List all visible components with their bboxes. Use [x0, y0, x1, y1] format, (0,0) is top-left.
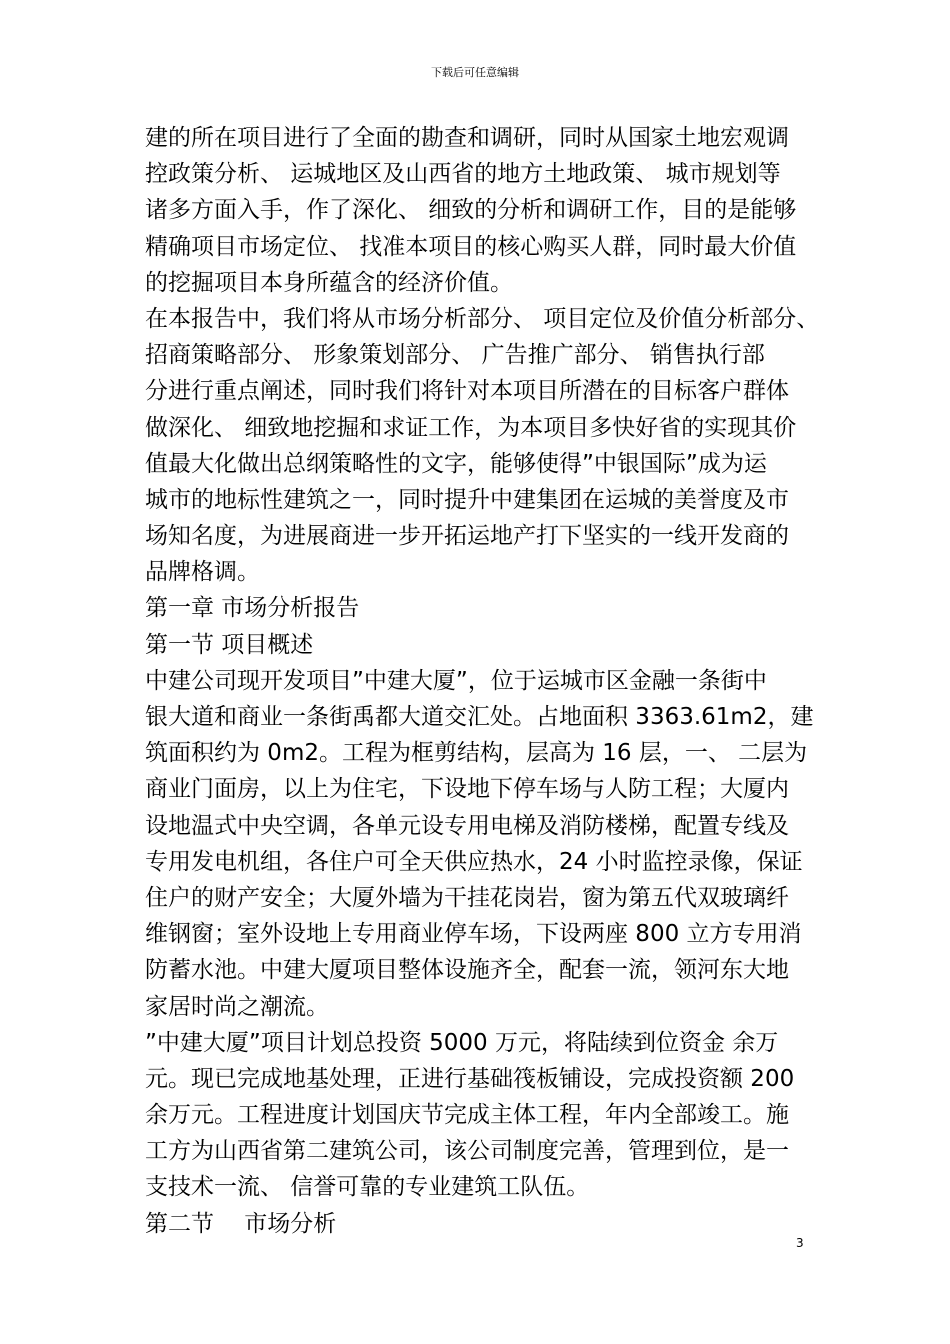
chapter-heading: 第一章 市场分析报告: [145, 595, 360, 622]
text-line: 品牌格调。: [145, 559, 260, 586]
text-line: 在本报告中，我们将从市场分析部分、 项目定位及价值分析部分、: [145, 305, 820, 332]
text-line: 值最大化做出总纲策略性的文字，能够使得”中银国际”成为运: [145, 450, 767, 477]
section-heading: 第二节 市场分析: [145, 1210, 337, 1237]
text-line: 筑面积约为 0m2。工程为框剪结构，层高为 16 层，一、 二层为: [145, 740, 808, 767]
text-line: 招商策略部分、 形象策划部分、 广告推广部分、 销售执行部: [145, 342, 765, 369]
text-line: 维钢窗；室外设地上专用商业停车场，下设两座 800 立方专用消: [145, 921, 802, 948]
text-line: 中建公司现开发项目”中建大厦”，位于运城市区金融一条街中: [145, 667, 767, 694]
text-line: 做深化、 细致地挖掘和求证工作，为本项目多快好省的实现其价: [145, 414, 797, 441]
text-line: 专用发电机组，各住户可全天供应热水，24 小时监控录像，保证: [145, 848, 803, 875]
text-line: 的挖掘项目本身所蕴含的经济价值。: [145, 269, 513, 296]
page-header: 下载后可任意编辑: [431, 66, 519, 79]
section-heading: 第一节 项目概述: [145, 631, 314, 658]
text-line: 元。现已完成地基处理，正进行基础筏板铺设，完成投资额 200: [145, 1065, 795, 1092]
text-line: 余万元。工程进度计划国庆节完成主体工程，年内全部竣工。施: [145, 1102, 789, 1129]
text-line: 支技术一流、 信誉可靠的专业建筑工队伍。: [145, 1174, 590, 1201]
text-line: 防蓄水池。中建大厦项目整体设施齐全，配套一流，领河东大地: [145, 957, 789, 984]
text-line: 住户的财产安全；大厦外墙为干挂花岗岩，窗为第五代双玻璃纤: [145, 884, 789, 911]
text-line: 诸多方面入手，作了深化、 细致的分析和调研工作，目的是能够: [145, 197, 797, 224]
page-number: 3: [796, 1236, 804, 1250]
text-line: 分进行重点阐述，同时我们将针对本项目所潜在的目标客户群体: [145, 378, 789, 405]
text-line: 场知名度，为进展商进一步开拓运地产打下坚实的一线开发商的: [145, 523, 789, 550]
text-line: 精确项目市场定位、 找准本项目的核心购买人群，同时最大价值: [145, 233, 797, 260]
text-line: 工方为山西省第二建筑公司，该公司制度完善，管理到位，是一: [145, 1138, 789, 1165]
text-line: 家居时尚之潮流。: [145, 993, 329, 1020]
text-line: 建的所在项目进行了全面的勘查和调研，同时从国家土地宏观调: [145, 125, 789, 151]
text-line: 设地温式中央空调，各单元设专用电梯及消防楼梯，配置专线及: [145, 812, 789, 839]
document-body: [145, 120, 845, 1242]
text-line: ”中建大厦”项目计划总投资 5000 万元，将陆续到位资金 余万: [145, 1029, 779, 1056]
text-line: 城市的地标性建筑之一，同时提升中建集团在运城的美誉度及市: [145, 486, 789, 513]
text-line: 控政策分析、 运城地区及山西省的地方土地政策、 城市规划等: [145, 161, 781, 188]
text-line: 银大道和商业一条街禹都大道交汇处。占地面积 3363.61m2，建: [145, 704, 814, 730]
text-line: 商业门面房，以上为住宅，下设地下停车场与人防工程；大厦内: [145, 776, 789, 803]
